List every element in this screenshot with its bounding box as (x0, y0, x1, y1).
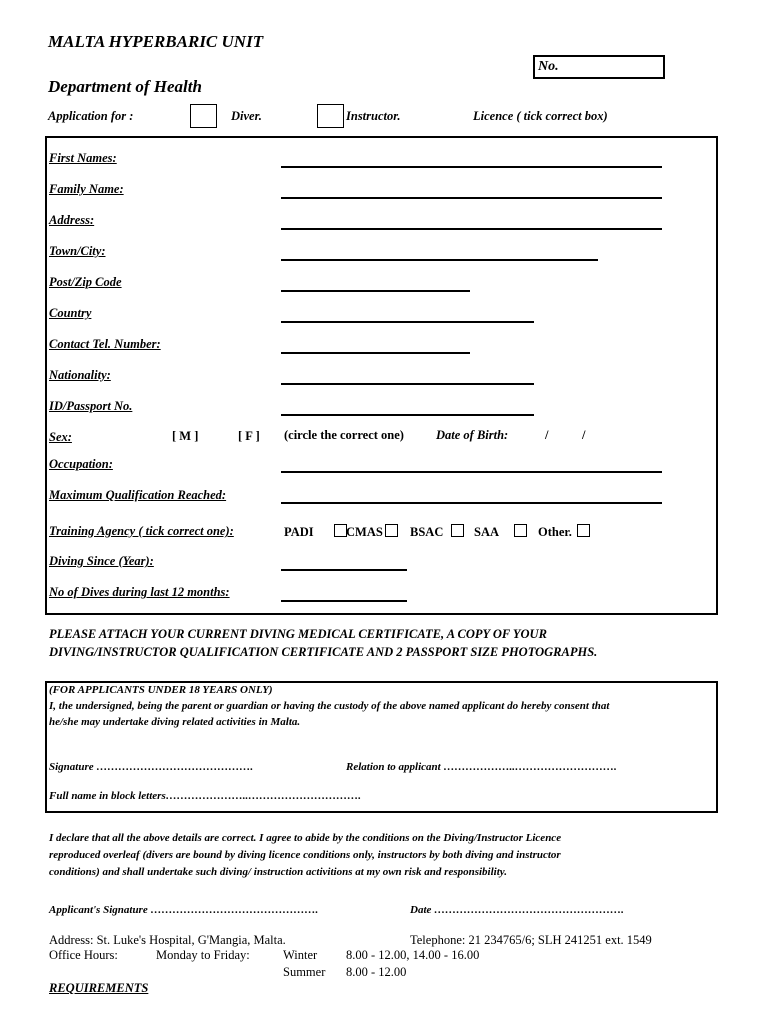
diving-since-field[interactable] (281, 569, 407, 571)
agency-saa[interactable] (474, 524, 527, 540)
contact-tel-label: Contact Tel. Number: (49, 337, 161, 351)
agency-other[interactable] (538, 524, 590, 540)
dives-last-12-field[interactable] (281, 600, 407, 602)
agency-other-checkbox[interactable] (577, 524, 590, 537)
diver-option-label: Diver. (231, 109, 262, 123)
family-name-label: Family Name: (49, 182, 124, 196)
family-name-field[interactable] (281, 197, 662, 199)
agency-cmas[interactable] (346, 524, 398, 540)
agency-padi[interactable] (284, 524, 347, 540)
applicant-signature-field[interactable]: Applicant's Signature ………………………………………. (49, 904, 319, 916)
circle-note: (circle the correct one) (284, 428, 404, 442)
minor-consent-line2: he/she may undertake diving related activities in Malta. (49, 716, 301, 728)
licence-note: Licence ( tick correct box) (473, 109, 608, 123)
town-city-label: Town/City: (49, 244, 106, 258)
applicant-details-frame (45, 136, 718, 615)
office-hours-label: Office Hours: (49, 948, 118, 962)
unit-title: MALTA HYPERBARIC UNIT (48, 32, 264, 51)
agency-padi-label: PADI (284, 525, 314, 539)
agency-bsac-label: BSAC (410, 525, 444, 539)
application-for-label: Application for : (48, 109, 134, 123)
office-days: Monday to Friday: (156, 948, 250, 962)
declaration-date-field[interactable]: Date ……………………………………………. (410, 904, 624, 916)
minor-consent-heading: (FOR APPLICANTS UNDER 18 YEARS ONLY) (49, 684, 273, 696)
nationality-label: Nationality: (49, 368, 111, 382)
contact-tel-field[interactable] (281, 352, 470, 354)
guardian-signature-field[interactable]: Signature ……………………………………. (49, 761, 254, 773)
town-city-field[interactable] (281, 259, 598, 261)
attach-notice-line2: DIVING/INSTRUCTOR QUALIFICATION CERTIFICATE AND 2 PASSPORT SIZE PHOTOGRAPHS. (49, 645, 598, 659)
instructor-checkbox[interactable] (317, 104, 344, 128)
occupation-label: Occupation: (49, 457, 113, 471)
max-qualification-label: Maximum Qualification Reached: (49, 488, 227, 502)
footer-address: Address: St. Luke's Hospital, G'Mangia, Malta. (49, 933, 286, 947)
agency-saa-label: SAA (474, 525, 500, 539)
summer-hours: 8.00 - 12.00 (346, 965, 407, 979)
diver-checkbox[interactable] (190, 104, 217, 128)
country-label: Country (49, 306, 92, 320)
date-of-birth-label: Date of Birth: (436, 428, 509, 442)
agency-cmas-checkbox[interactable] (385, 524, 398, 537)
relation-to-applicant-field[interactable]: Relation to applicant ………………..………………………. (346, 761, 617, 773)
department-title: Department of Health (48, 77, 202, 96)
address-label: Address: (49, 213, 95, 227)
footer-telephone: Telephone: 21 234765/6; SLH 241251 ext. 1549 (410, 933, 652, 947)
max-qualification-field[interactable] (281, 502, 662, 504)
training-agency-label: Training Agency ( tick correct one): (49, 524, 234, 538)
sex-label: Sex: (49, 430, 72, 444)
post-zip-field[interactable] (281, 290, 470, 292)
first-names-label: First Names: (49, 151, 117, 165)
diving-since-label: Diving Since (Year): (49, 554, 154, 568)
declaration-line2: reproduced overleaf (divers are bound by diving licence conditions only, instructors by both diving and instructor (49, 849, 561, 861)
agency-bsac[interactable] (410, 524, 464, 540)
agency-saa-checkbox[interactable] (514, 524, 527, 537)
summer-label: Summer (283, 965, 326, 979)
agency-other-label: Other. (538, 525, 572, 539)
agency-padi-checkbox[interactable] (334, 524, 347, 537)
dives-last-12-label: No of Dives during last 12 months: (49, 585, 230, 599)
attach-notice-line1: PLEASE ATTACH YOUR CURRENT DIVING MEDICAL CERTIFICATE, A COPY OF YOUR (49, 627, 547, 641)
winter-label: Winter (283, 948, 318, 962)
dob-separator-1: / (545, 428, 549, 442)
declaration-line1: I declare that all the above details are correct. I agree to abide by the conditions on the Diving/Instructor Licence (49, 832, 562, 844)
instructor-option-label: Instructor. (346, 109, 401, 123)
id-passport-field[interactable] (281, 414, 534, 416)
agency-cmas-label: CMAS (346, 525, 383, 539)
occupation-field[interactable] (281, 471, 662, 473)
minor-consent-line1: I, the undersigned, being the parent or guardian or having the custody of the above named applicant do hereby consent that (49, 700, 610, 712)
dob-separator-2: / (582, 428, 586, 442)
country-field[interactable] (281, 321, 534, 323)
reference-number-box[interactable] (533, 55, 665, 79)
id-passport-label: ID/Passport No. (49, 399, 133, 413)
sex-female-option[interactable]: [ F ] (238, 429, 260, 443)
declaration-line3: conditions) and shall undertake such diving/ instruction activitions at my own risk and responsibility. (49, 866, 508, 878)
nationality-field[interactable] (281, 383, 534, 385)
post-zip-label: Post/Zip Code (49, 275, 122, 289)
first-names-field[interactable] (281, 166, 662, 168)
guardian-full-name-field[interactable]: Full name in block letters…………………..…………………………. (49, 790, 361, 802)
sex-male-option[interactable]: [ M ] (172, 429, 199, 443)
requirements-heading: REQUIREMENTS (49, 981, 149, 995)
reference-number-label: No. (538, 59, 559, 74)
address-field[interactable] (281, 228, 662, 230)
agency-bsac-checkbox[interactable] (451, 524, 464, 537)
winter-hours: 8.00 - 12.00, 14.00 - 16.00 (346, 948, 480, 962)
